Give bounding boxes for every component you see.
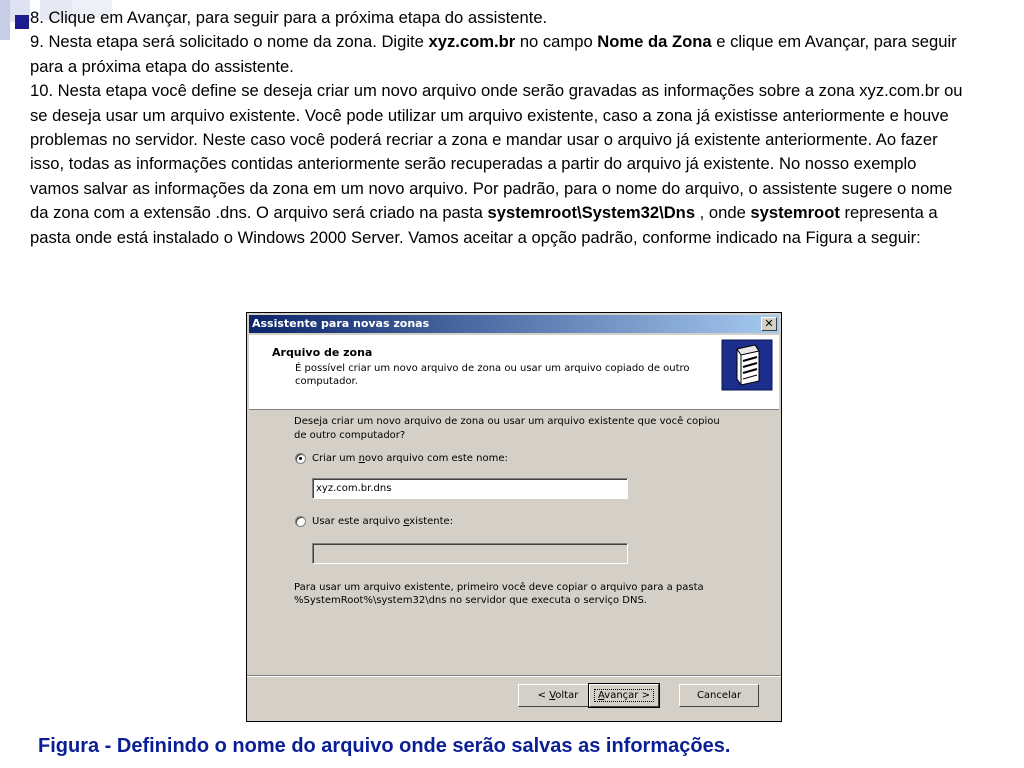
p9-zone-name: xyz.com.br [428, 32, 516, 52]
next-button[interactable] [589, 684, 659, 707]
next-button-label [594, 689, 654, 702]
existing-file-input[interactable] [312, 543, 628, 564]
radio-existing-file-label [312, 516, 453, 527]
label-part: Usar este arquivo [312, 516, 404, 527]
question-text: Deseja criar um novo arquivo de zona ou usar um arquivo existente que você copiou de outro computador? [294, 416, 720, 441]
p10-suffix: representa a pasta onde está instalado o Windows 2000 Server. Vamos aceitar a opção padrão, conforme indicado na Figura a seguir: [30, 203, 938, 247]
label-part: Criar um [312, 453, 359, 464]
slide-body-text [30, 6, 965, 250]
button-separator [247, 675, 781, 677]
p9-mid: no campo [515, 32, 598, 52]
btn-part: vançar > [604, 690, 650, 701]
radio-existing-file-button[interactable] [295, 516, 306, 527]
p10-mid: , onde [695, 203, 751, 223]
radio-new-file-label [312, 453, 508, 464]
back-button[interactable] [518, 684, 598, 707]
radio-existing-file[interactable] [295, 516, 453, 527]
wizard-header [249, 335, 779, 410]
p9-prefix: 9. Nesta etapa será solicitado o nome da zona. Digite [30, 32, 429, 52]
paragraph-8: 8. Clique em Avançar, para seguir para a próxima etapa do assistente. [30, 8, 548, 27]
header-title: Arquivo de zona [272, 346, 373, 359]
p10-prefix: 10. Nesta etapa você define se deseja criar um novo arquivo onde serão gravadas as informações sobre a zona xyz.com.br ou se deseja usar um arquivo existente. Você pode utilizar um arquivo existente, caso a zona já existisse anteriormente e houve problemas no servidor. Neste caso você poderá recriar a zona e mandar usar o arquivo já existente anteriormente. Ao fazer isso, todas as informações contidas anteriormente serão recuperadas a partir do arquivo já existente. No nosso exemplo vamos salvar as informações da zona em um novo arquivo. Por padrão, para o nome do arquivo, o assistente sugere o nome da zona com a extensão .dns. O arquivo será criado na pasta [30, 81, 963, 223]
radio-new-file-button[interactable] [295, 453, 306, 464]
btn-accesskey: V [549, 690, 556, 701]
label-part: xistente: [409, 516, 454, 527]
btn-part: < [537, 690, 550, 701]
note-text: Para usar um arquivo existente, primeiro você deve copiar o arquivo para a pasta %SystemRoot%\system32\dns no servidor que executa o serviço DNS. [294, 582, 704, 606]
dialog-titlebar[interactable] [249, 315, 779, 333]
p10-systemroot: systemroot [750, 203, 840, 223]
paragraph-10 [30, 79, 965, 250]
p9-suffix: e clique em Avançar, para seguir para a próxima etapa do assistente. [30, 32, 957, 76]
dialog-title: Assistente para novas zonas [252, 317, 430, 330]
server-icon [721, 339, 773, 391]
label-accesskey: e [403, 516, 410, 527]
label-part: ovo arquivo com este nome: [364, 453, 508, 464]
paragraph-9 [30, 30, 965, 79]
p9-field-name: Nome da Zona [597, 32, 712, 52]
wizard-content [247, 410, 781, 721]
p10-path: systemroot\System32\Dns [487, 203, 696, 223]
figure-caption: Figura - Definindo o nome do arquivo onde serão salvas as informações. [38, 735, 731, 757]
new-file-name-input[interactable]: xyz.com.br.dns [312, 478, 628, 499]
header-description: É possível criar um novo arquivo de zona ou usar um arquivo copiado de outro computador. [295, 363, 690, 387]
cancel-button[interactable]: Cancelar [679, 684, 759, 707]
new-zone-wizard-dialog [246, 312, 782, 722]
label-accesskey: n [358, 453, 365, 464]
close-icon: ✕ [764, 317, 774, 330]
btn-part: oltar [555, 690, 579, 701]
btn-accesskey: A [598, 690, 605, 701]
radio-new-file[interactable] [295, 453, 508, 464]
close-button[interactable] [761, 317, 777, 331]
